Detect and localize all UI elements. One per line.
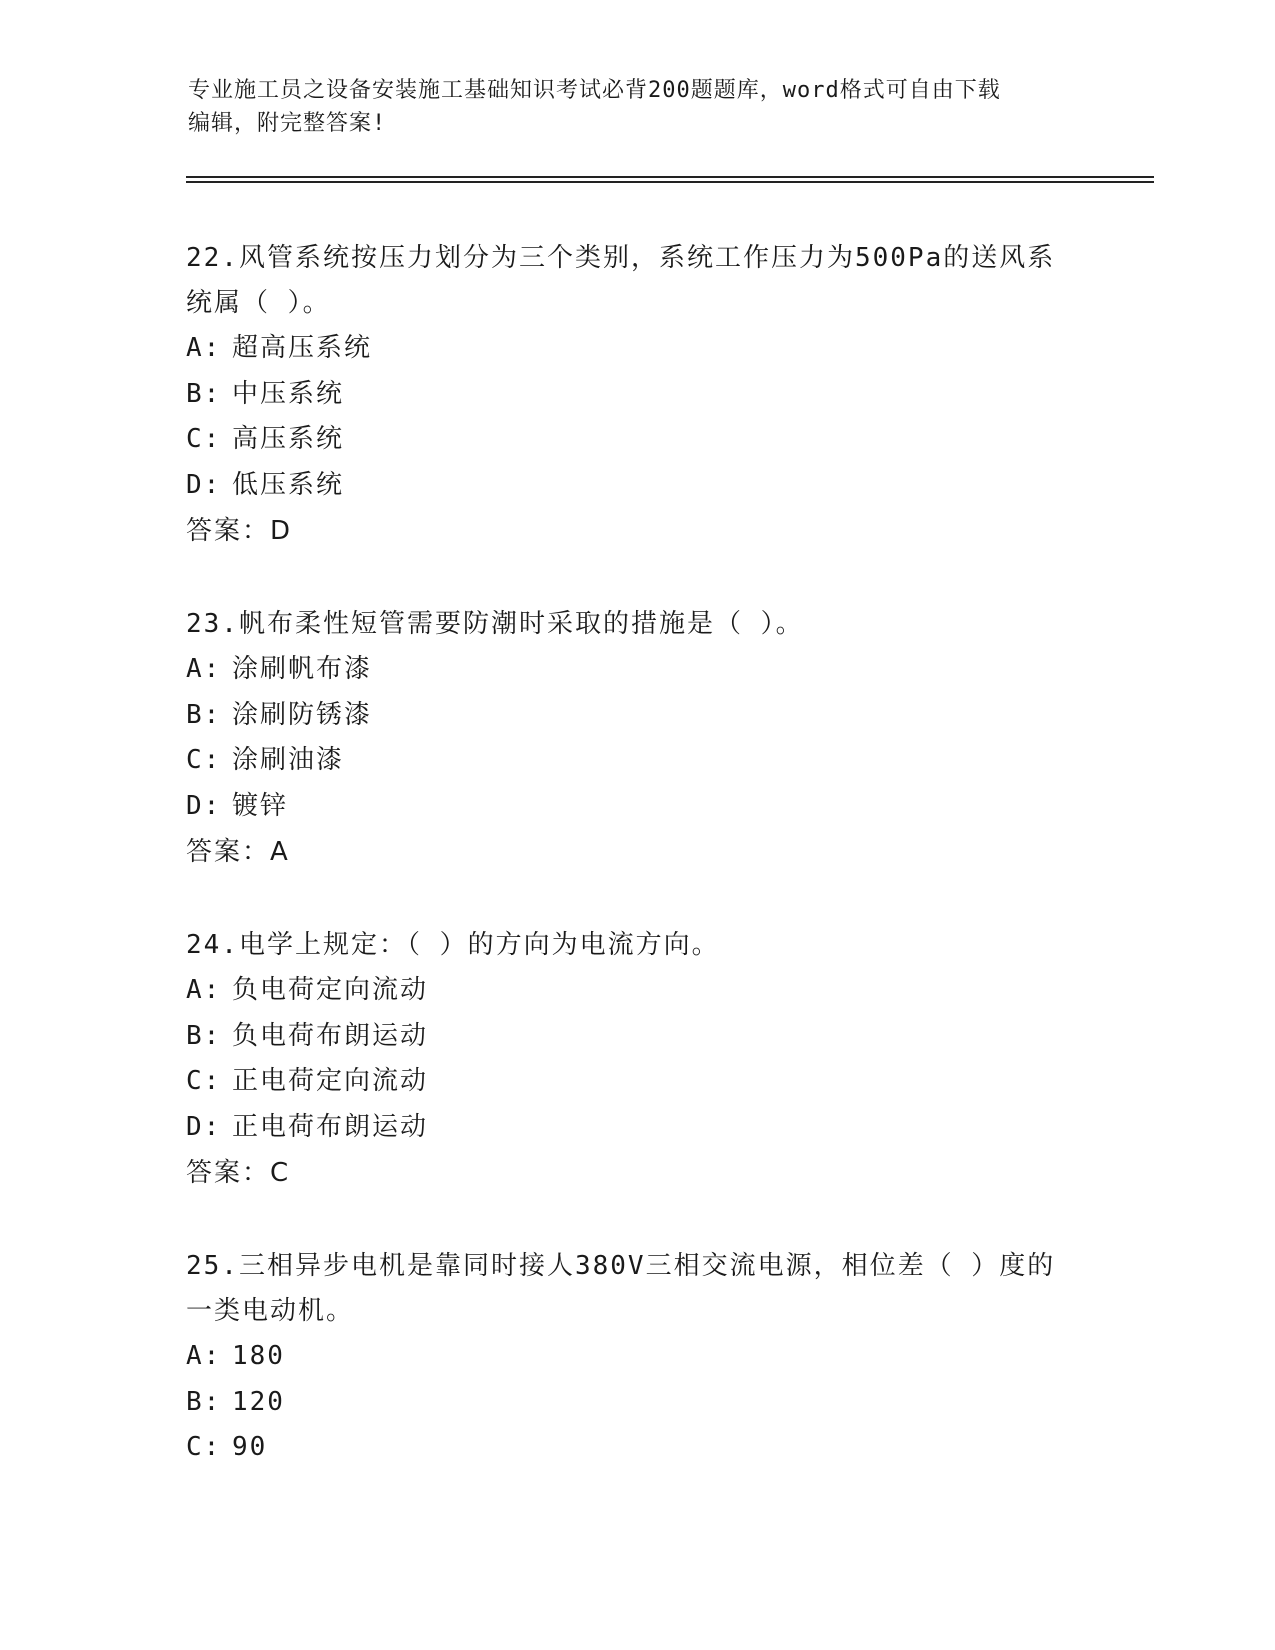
option-text: 涂刷防锈漆 [232,699,373,730]
option-a [186,647,1086,693]
option-letter: C: [186,1066,222,1096]
question-24 [186,923,1086,1196]
question-stem-continued: 一类电动机。 [186,1296,355,1326]
option-c [186,417,1086,463]
header-title-line1: 专业施工员之设备安装施工基础知识考试必背200题题库，word格式可自由下载 [188,78,1001,103]
option-d [186,784,1086,830]
answer-line: 答案：C [186,1158,291,1188]
option-letter: A: [186,1341,222,1371]
header-divider-bottom [186,181,1154,183]
option-b [186,1014,1086,1060]
option-b [186,372,1086,418]
option-letter: D: [186,790,222,821]
option-a [186,326,1086,372]
option-letter: B: [186,699,222,730]
option-text: 正电荷定向流动 [232,1066,429,1096]
option-text: 中压系统 [232,378,345,409]
option-a [186,1334,1086,1380]
option-letter: B: [186,1020,222,1051]
option-c [186,738,1086,784]
answer-line: 答案：A [186,837,290,867]
option-c [186,1059,1086,1105]
option-b [186,693,1086,739]
question-23 [186,602,1086,875]
document-header [188,74,1088,140]
question-22 [186,236,1086,554]
option-d [186,463,1086,509]
option-text: 镀锌 [232,790,289,821]
option-text: 涂刷油漆 [232,745,345,775]
option-letter: B: [186,1386,222,1417]
question-stem: 22.风管系统按压力划分为三个类别，系统工作压力为500Pa的送风系 [186,243,1056,273]
option-letter: A: [186,333,222,363]
option-c [186,1425,1086,1471]
option-text: 120 [232,1386,285,1417]
header-title-line2: 编辑，附完整答案! [188,111,387,136]
option-a [186,968,1086,1014]
option-text: 负电荷布朗运动 [232,1020,429,1051]
option-letter: C: [186,745,222,775]
option-text: 180 [232,1341,285,1371]
option-b [186,1380,1086,1426]
question-25 [186,1244,1086,1471]
option-letter: A: [186,975,222,1005]
option-letter: D: [186,469,222,500]
question-stem: 23.帆布柔性短管需要防潮时采取的措施是（ ）。 [186,609,804,639]
option-d [186,1105,1086,1151]
option-text: 高压系统 [232,424,345,454]
question-stem-continued: 统属（ ）。 [186,288,331,318]
option-text: 超高压系统 [232,333,373,363]
option-letter: C: [186,424,222,454]
option-letter: A: [186,654,222,684]
option-text: 涂刷帆布漆 [232,654,373,684]
option-letter: B: [186,378,222,409]
question-stem: 25.三相异步电机是靠同时接人380V三相交流电源，相位差（ ）度的 [186,1251,1056,1281]
option-text: 90 [232,1432,268,1462]
option-letter: D: [186,1111,222,1142]
option-text: 负电荷定向流动 [232,975,429,1005]
answer-line: 答案：D [186,516,293,546]
option-text: 正电荷布朗运动 [232,1111,429,1142]
header-divider-top [186,176,1154,178]
option-text: 低压系统 [232,469,345,500]
question-stem: 24.电学上规定：（ ）的方向为电流方向。 [186,930,720,960]
question-list [186,236,1086,1519]
option-letter: C: [186,1432,222,1462]
